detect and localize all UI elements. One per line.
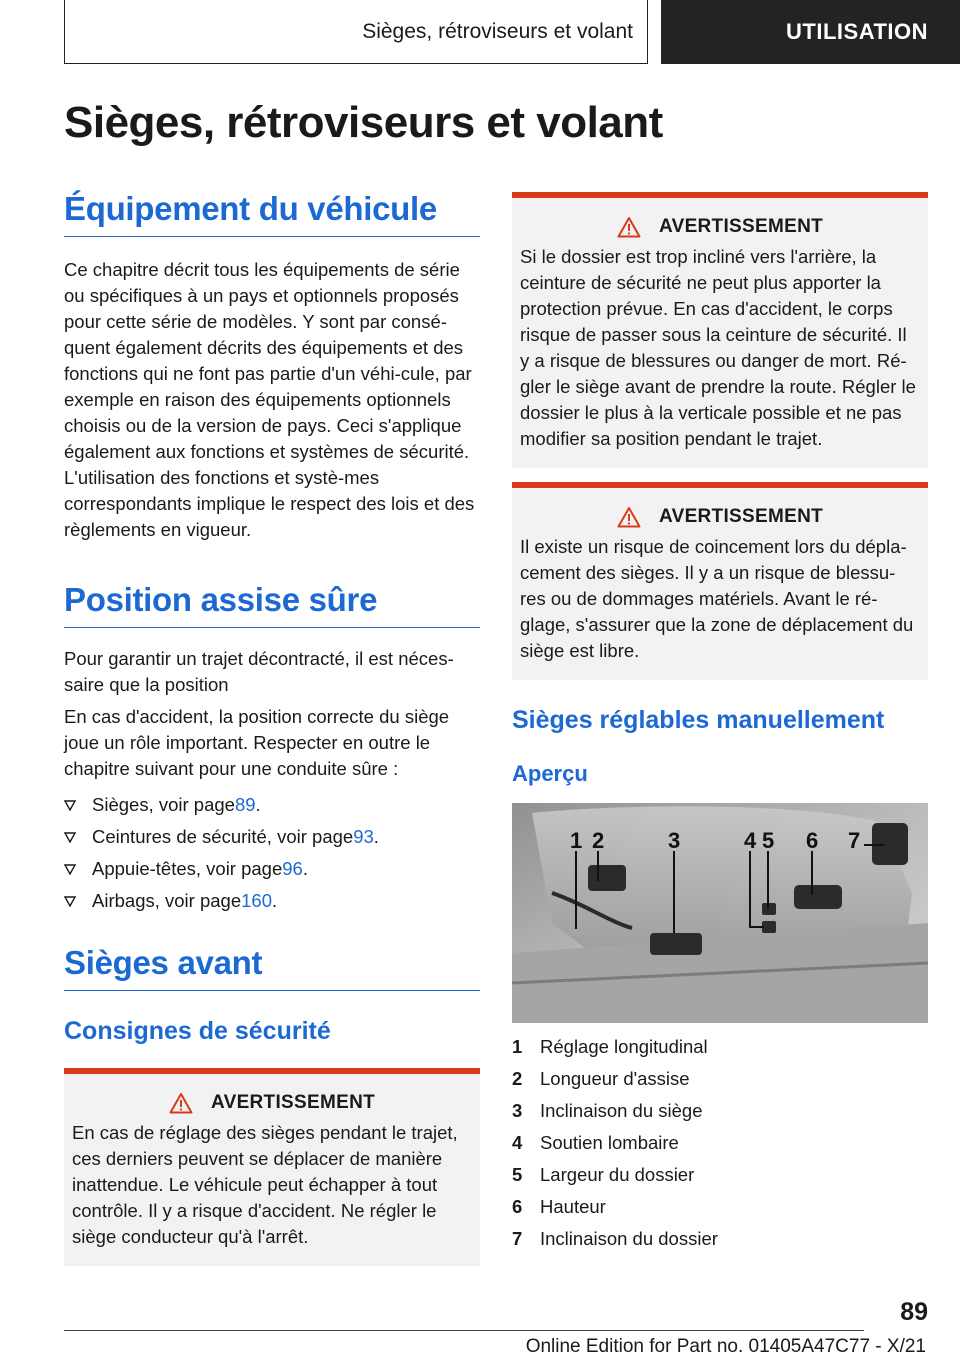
figure-callout-5: 5 — [762, 828, 775, 853]
list-item — [512, 1031, 928, 1063]
warning-box — [512, 482, 928, 680]
list-item — [512, 1191, 928, 1223]
seat-controls-figure — [512, 803, 928, 1023]
list-item: Appuie-têtes, voir page 96 . — [64, 856, 480, 882]
warning-label: AVERTISSEMENT — [658, 506, 823, 527]
triangle-bullet-icon — [64, 831, 92, 843]
warning-header — [72, 1092, 472, 1114]
triangle-bullet-icon — [64, 799, 92, 811]
right-column — [512, 192, 928, 1255]
footer-edition: Online Edition for Part no. 01405A47C77 - X/21 — [525, 1336, 926, 1357]
figure-callout-7: 7 — [848, 828, 861, 853]
ref-text: Airbags, voir page — [92, 890, 242, 911]
legend-number: 7 — [512, 1228, 523, 1249]
warning-text: Si le dossier est trop incliné vers l'arrière, la ceinture de sécurité ne peut plus apporter la protection prévue. En cas d'accident, le corps risque de passer sous la ceinture de sécurité. Il y a risque de blessures ou danger de mort. Ré-gler le siège avant de prendre la route. Régler le dossier le plus à la verticale possible et ne pas modifier sa position pendant le trajet. — [520, 246, 916, 449]
list-item — [512, 1095, 928, 1127]
heading-seating-position: Position assise sûre — [64, 581, 480, 628]
legend-text: Soutien lombaire — [540, 1132, 679, 1153]
triangle-bullet-icon — [64, 895, 92, 907]
running-header-chapter-text: Sièges, rétroviseurs et volant — [362, 19, 633, 43]
paragraph-position-2: En cas d'accident, la position correcte du siège joue un rôle important. Respecter en outre le chapitre suivant pour une conduite sûre : — [64, 706, 450, 779]
cross-reference-list — [64, 792, 480, 914]
heading-manual-seats: Sièges réglables manuellement — [512, 706, 885, 734]
footer-divider — [64, 1330, 864, 1331]
list-item — [512, 1127, 928, 1159]
warning-triangle-icon — [617, 216, 641, 238]
legend-text: Hauteur — [540, 1196, 606, 1217]
running-header-chapter — [64, 0, 648, 64]
page-link[interactable]: 93 — [353, 826, 374, 847]
heading-overview: Aperçu — [512, 761, 588, 786]
figure-legend — [512, 1031, 928, 1255]
warning-label: AVERTISSEMENT — [210, 1092, 375, 1113]
figure-callout-4: 4 — [744, 828, 757, 853]
figure-callout-1: 1 — [570, 828, 583, 853]
running-header-section-text: UTILISATION — [786, 19, 928, 44]
ref-text: Sièges, voir page — [92, 794, 235, 815]
warning-text: Il existe un risque de coincement lors du dépla-cement des sièges. Il y a un risque de blessu-res ou de dommages matériels. Avant le ré-glage, s'assurer que la zone de déplacement du siège est libre. — [520, 536, 914, 661]
list-item: Airbags, voir page 160 . — [64, 888, 480, 914]
warning-label: AVERTISSEMENT — [658, 216, 823, 237]
page-link[interactable]: 89 — [234, 794, 256, 815]
page-link[interactable]: 160 — [241, 890, 272, 911]
legend-text: Inclinaison du siège — [540, 1100, 703, 1121]
list-item: Ceintures de sécurité, voir page 93 . — [64, 824, 480, 850]
legend-number: 3 — [512, 1100, 523, 1121]
heading-equipment: Équipement du véhicule — [64, 190, 480, 237]
left-column — [64, 190, 480, 1266]
triangle-bullet-icon — [64, 863, 92, 875]
warning-box — [64, 1068, 480, 1266]
legend-text: Réglage longitudinal — [540, 1036, 708, 1057]
list-item — [512, 1223, 928, 1255]
legend-number: 5 — [512, 1164, 523, 1185]
legend-number: 4 — [512, 1132, 523, 1153]
ref-text: Appuie-têtes, voir page — [92, 858, 283, 879]
figure-callout-6: 6 — [806, 828, 819, 853]
legend-text: Inclinaison du dossier — [540, 1228, 718, 1249]
legend-number: 6 — [512, 1196, 523, 1217]
list-item: Sièges, voir page 89 . — [64, 792, 480, 818]
heading-front-seats: Sièges avant — [64, 944, 480, 991]
list-item — [512, 1063, 928, 1095]
legend-text: Longueur d'assise — [540, 1068, 690, 1089]
figure-callout-2: 2 — [592, 828, 605, 853]
warning-header — [520, 216, 920, 238]
figure-callout-3: 3 — [668, 828, 681, 853]
heading-safety-notes: Consignes de sécurité — [64, 1017, 331, 1045]
legend-number: 2 — [512, 1068, 523, 1089]
legend-number: 1 — [512, 1036, 523, 1057]
list-item — [512, 1159, 928, 1191]
page-title: Sièges, rétroviseurs et volant — [64, 98, 663, 147]
page-number: 89 — [900, 1298, 928, 1326]
warning-triangle-icon — [617, 506, 641, 528]
running-header-section — [661, 0, 960, 64]
legend-text: Largeur du dossier — [540, 1164, 695, 1185]
page-link[interactable]: 96 — [282, 858, 303, 879]
warning-box — [512, 192, 928, 468]
warning-triangle-icon — [169, 1092, 193, 1114]
paragraph-equipment: Ce chapitre décrit tous les équipements de série ou spécifiques à un pays et optionnels proposés pour cette série de modèles. Y sont par consé-quent également décrits des équipements et des fonctions qui ne font pas partie d'un véhi-cule, par exemple en raison des équipements optionnels choisis ou de la version de pays. Ceci s'applique également aux fonctions et systèmes de sécurité. L'utilisation des fonctions et systè-mes correspondants implique le respect des lois et des règlements en vigueur. — [64, 259, 475, 540]
warning-header — [520, 506, 920, 528]
paragraph-position-1: Pour garantir un trajet décontracté, il est néces-saire que la position — [64, 648, 454, 695]
ref-text: Ceintures de sécurité, voir page — [92, 826, 354, 847]
warning-text: En cas de réglage des sièges pendant le trajet, ces derniers peuvent se déplacer de manière inattendue. Le véhicule peut échapper à tout contrôle. Il y a risque d'accident. Ne régler le siège conducteur qu'à l'arrêt. — [72, 1122, 458, 1247]
